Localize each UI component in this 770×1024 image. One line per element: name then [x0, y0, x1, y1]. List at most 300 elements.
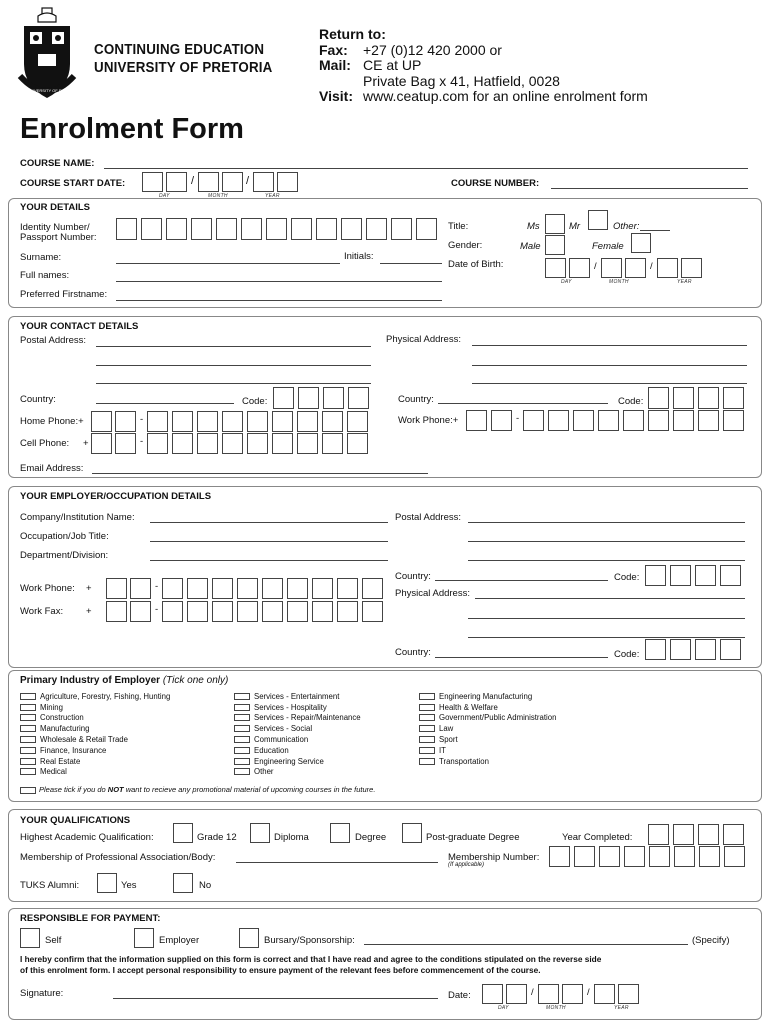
industry-option-label: Government/Public Administration [439, 713, 557, 723]
industry-checkbox[interactable] [20, 714, 36, 721]
home-phone-label: Home Phone:+ [20, 416, 84, 427]
industry-option-label: Transportation [439, 756, 489, 766]
industry-option-label: Services - Entertainment [254, 691, 340, 701]
occupation-field[interactable] [150, 541, 388, 542]
industry-option[interactable] [20, 691, 170, 702]
industry-option[interactable] [419, 691, 556, 702]
year-caption: YEAR [614, 1005, 629, 1011]
gender-label: Gender: [448, 240, 483, 251]
employer-work-fax-plus: + [86, 606, 92, 617]
confirm-text-line2: of this enrolment form. I accept personal responsibility to ensure payment of the relevant fees before commencement of the course. [20, 965, 541, 975]
employer-physical-label: Physical Address: [395, 588, 470, 599]
tuks-yes-label: Yes [121, 880, 137, 891]
year-completed-label: Year Completed: [562, 832, 633, 843]
date-slash: / [191, 175, 195, 187]
dob-day-1[interactable] [545, 258, 566, 278]
year-completed-digit-2[interactable] [673, 824, 694, 845]
membership-assoc-field[interactable] [236, 862, 438, 863]
work-phone-label: Work Phone:+ [398, 415, 459, 426]
industry-checkbox[interactable] [20, 704, 36, 711]
mail-label: Mail: [319, 57, 351, 73]
industry-option-label: Agriculture, Forestry, Fishing, Hunting [40, 691, 171, 701]
occupation-label: Occupation/Job Title: [20, 531, 109, 542]
fax-value: +27 (0)12 420 2000 or [363, 41, 502, 58]
emp-fax-digit-2[interactable] [187, 601, 208, 622]
signature-field[interactable] [113, 998, 438, 999]
dash: - [140, 414, 144, 425]
mail-value1: CE at UP [363, 57, 422, 73]
emp-physical-code-digit-4[interactable] [720, 639, 741, 660]
industry-option-label: Sport [439, 735, 458, 745]
emp-phone-digit-3[interactable] [212, 578, 233, 599]
dob-month-1[interactable] [601, 258, 622, 278]
id-number-digit-5[interactable] [216, 218, 237, 240]
membership-number-digit-8[interactable] [724, 846, 745, 867]
diploma-label: Diploma [274, 832, 309, 843]
employer-physical-line3[interactable] [468, 637, 745, 638]
home-phone-digit-6[interactable] [272, 411, 293, 432]
emp-physical-code-digit-2[interactable] [670, 639, 691, 660]
org-name-line1: CONTINUING EDUCATION [94, 42, 265, 58]
full-names-field[interactable] [116, 281, 442, 282]
start-month-digit-1[interactable] [198, 172, 219, 192]
gender-female-label: Female [592, 241, 624, 252]
industry-option-label: Other [254, 767, 274, 777]
month-caption: MONTH [208, 193, 228, 199]
highest-qualification-label: Highest Academic Qualification: [20, 832, 154, 843]
org-name-line2: UNIVERSITY OF PRETORIA [94, 60, 273, 76]
membership-number-digit-6[interactable] [674, 846, 695, 867]
home-phone-country-1[interactable] [91, 411, 112, 432]
date-slash: / [650, 261, 653, 272]
id-number-digit-7[interactable] [266, 218, 287, 240]
work-phone-digit-6[interactable] [648, 410, 669, 431]
industry-heading: Primary Industry of Employer [20, 675, 161, 686]
postal-address-line2[interactable] [96, 365, 371, 366]
id-number-digit-12[interactable] [391, 218, 412, 240]
home-phone-digit-4[interactable] [222, 411, 243, 432]
emp-phone-digit-2[interactable] [187, 578, 208, 599]
industry-option-label: Law [439, 724, 454, 734]
visit-value: www.ceatup.com for an online enrolment form [363, 88, 648, 104]
industry-checkbox[interactable] [419, 693, 435, 700]
work-phone-country-1[interactable] [466, 410, 487, 431]
emp-phone-digit-1[interactable] [162, 578, 183, 599]
tuks-alumni-label: TUKS Alumni: [20, 880, 80, 891]
emp-fax-digit-9[interactable] [362, 601, 383, 622]
work-phone-digit-1[interactable] [523, 410, 544, 431]
preferred-firstname-field[interactable] [116, 300, 442, 301]
membership-number-digit-1[interactable] [549, 846, 570, 867]
start-year-digit-1[interactable] [253, 172, 274, 192]
gender-male-checkbox[interactable] [545, 235, 565, 255]
industry-checkbox[interactable] [419, 736, 435, 743]
physical-address-line3[interactable] [472, 383, 747, 384]
id-number-digit-6[interactable] [241, 218, 262, 240]
cell-phone-digit-8[interactable] [322, 433, 343, 454]
industry-option[interactable] [20, 713, 170, 724]
emp-phone-digit-4[interactable] [237, 578, 258, 599]
industry-option[interactable] [419, 745, 556, 756]
date-slash: / [594, 261, 597, 272]
id-number-digit-10[interactable] [341, 218, 362, 240]
industry-checkbox[interactable] [20, 747, 36, 754]
day-caption: DAY [561, 279, 572, 285]
cell-phone-digit-1[interactable] [147, 433, 168, 454]
emp-fax-digit-7[interactable] [312, 601, 333, 622]
work-phone-digit-5[interactable] [623, 410, 644, 431]
industry-option-label: Communication [254, 735, 309, 745]
physical-code-digit-3[interactable] [698, 387, 719, 409]
industry-option-label: Engineering Manufacturing [439, 691, 533, 701]
employer-postal-line3[interactable] [468, 560, 745, 561]
industry-option[interactable] [20, 745, 170, 756]
postgrad-label: Post-graduate Degree [426, 832, 520, 843]
emp-fax-digit-4[interactable] [237, 601, 258, 622]
work-phone-digit-7[interactable] [673, 410, 694, 431]
physical-country-label: Country: [398, 394, 434, 405]
postal-code-digit-3[interactable] [323, 387, 344, 409]
postal-code-digit-1[interactable] [273, 387, 294, 409]
surname-field[interactable] [116, 263, 340, 264]
dob-year-1[interactable] [657, 258, 678, 278]
industry-checkbox[interactable] [20, 736, 36, 743]
start-day-digit-2[interactable] [166, 172, 187, 192]
dob-year-2[interactable] [681, 258, 702, 278]
payment-self-checkbox[interactable] [20, 928, 40, 948]
payment-heading: RESPONSIBLE FOR PAYMENT: [20, 913, 161, 924]
initials-field[interactable] [380, 263, 442, 264]
payment-employer-checkbox[interactable] [134, 928, 154, 948]
employer-postal-line2[interactable] [468, 541, 745, 542]
industry-checkbox[interactable] [234, 758, 250, 765]
degree-label: Degree [355, 832, 387, 843]
industry-option[interactable] [419, 713, 556, 724]
industry-option[interactable] [234, 767, 361, 778]
employer-postal-line1[interactable] [468, 522, 745, 523]
postal-code-digit-4[interactable] [348, 387, 369, 409]
month-caption: MONTH [609, 279, 629, 285]
industry-checkbox[interactable] [419, 704, 435, 711]
industry-option[interactable] [419, 756, 556, 767]
industry-checkbox[interactable] [234, 704, 250, 711]
employer-physical-line1[interactable] [475, 598, 745, 599]
industry-checkbox[interactable] [419, 747, 435, 754]
industry-option-label: Engineering Service [254, 756, 324, 766]
emp-fax-digit-3[interactable] [212, 601, 233, 622]
emp-postal-code-digit-3[interactable] [695, 565, 716, 586]
year-completed-digit-4[interactable] [723, 824, 744, 845]
sign-date-day-2[interactable] [506, 984, 527, 1004]
payment-bursary-checkbox[interactable] [239, 928, 259, 948]
preferred-firstname-label: Preferred Firstname: [20, 289, 108, 300]
work-phone-digit-3[interactable] [573, 410, 594, 431]
industry-option-label: Mining [40, 702, 63, 712]
year-caption: YEAR [677, 279, 692, 285]
id-number-digit-8[interactable] [291, 218, 312, 240]
postgrad-checkbox[interactable] [402, 823, 422, 843]
payment-employer-label: Employer [159, 935, 200, 946]
home-phone-digit-2[interactable] [172, 411, 193, 432]
emp-physical-code-digit-1[interactable] [645, 639, 666, 660]
home-phone-digit-7[interactable] [297, 411, 318, 432]
industry-checkbox[interactable] [20, 725, 36, 732]
industry-checkbox[interactable] [234, 747, 250, 754]
full-names-label: Full names: [20, 270, 70, 281]
industry-option[interactable] [20, 723, 170, 734]
emp-postal-code-digit-2[interactable] [670, 565, 691, 586]
emp-fax-digit-6[interactable] [287, 601, 308, 622]
employer-physical-line2[interactable] [468, 618, 745, 619]
tuks-no-checkbox[interactable] [173, 873, 193, 893]
email-label: Email Address: [20, 463, 84, 474]
if-applicable-note: (If applicable) [448, 862, 485, 868]
emp-postal-code-digit-4[interactable] [720, 565, 741, 586]
industry-option[interactable] [20, 767, 170, 778]
id-number-digit-4[interactable] [191, 218, 212, 240]
home-phone-country-2[interactable] [115, 411, 136, 432]
industry-option[interactable] [20, 756, 170, 767]
membership-number-digit-2[interactable] [574, 846, 595, 867]
year-completed-digit-3[interactable] [698, 824, 719, 845]
industry-option[interactable] [234, 702, 361, 713]
id-number-digit-9[interactable] [316, 218, 337, 240]
emp-phone-digit-8[interactable] [337, 578, 358, 599]
title-label: Title: [448, 221, 469, 232]
emp-physical-code-digit-3[interactable] [695, 639, 716, 660]
industry-checkbox[interactable] [234, 693, 250, 700]
gender-male-label: Male [520, 241, 541, 252]
cell-phone-country-2[interactable] [115, 433, 136, 454]
industry-option[interactable] [234, 756, 361, 767]
work-phone-digit-9[interactable] [723, 410, 744, 431]
id-number-digit-13[interactable] [416, 218, 437, 240]
emp-phone-digit-5[interactable] [262, 578, 283, 599]
qualifications-heading: YOUR QUALIFICATIONS [20, 815, 131, 826]
postal-address-line1[interactable] [96, 346, 371, 347]
membership-number-digit-7[interactable] [699, 846, 720, 867]
industry-hint: (Tick one only) [162, 675, 229, 686]
membership-number-digit-3[interactable] [599, 846, 620, 867]
dob-month-2[interactable] [625, 258, 646, 278]
cell-phone-digit-9[interactable] [347, 433, 368, 454]
industry-option[interactable] [419, 702, 556, 713]
department-field[interactable] [150, 560, 388, 561]
industry-option-label: Services - Hospitality [254, 702, 327, 712]
id-number-digit-3[interactable] [166, 218, 187, 240]
postal-address-line3[interactable] [96, 383, 371, 384]
industry-option[interactable] [234, 734, 361, 745]
cell-phone-country-1[interactable] [91, 433, 112, 454]
dob-day-2[interactable] [569, 258, 590, 278]
industry-option-label: Medical [40, 767, 67, 777]
industry-option[interactable] [234, 723, 361, 734]
cell-phone-label: Cell Phone: [20, 438, 70, 449]
physical-address-line1[interactable] [472, 345, 747, 346]
industry-option[interactable] [419, 734, 556, 745]
sign-date-label: Date: [448, 990, 471, 1001]
industry-option-label: Wholesale & Retail Trade [40, 735, 128, 745]
emp-fax-digit-8[interactable] [337, 601, 358, 622]
industry-checkbox[interactable] [234, 714, 250, 721]
physical-code-digit-2[interactable] [673, 387, 694, 409]
payment-bursary-label: Bursary/Sponsorship: [264, 935, 355, 946]
cell-phone-digit-2[interactable] [172, 433, 193, 454]
diploma-checkbox[interactable] [250, 823, 270, 843]
industry-checkbox[interactable] [234, 725, 250, 732]
work-phone-country-2[interactable] [491, 410, 512, 431]
postal-country-label: Country: [20, 394, 56, 405]
sign-date-month-1[interactable] [538, 984, 559, 1004]
postal-country-field[interactable] [96, 403, 234, 404]
dash: - [155, 604, 159, 615]
course-name-field[interactable] [104, 168, 748, 169]
promo-optout-checkbox[interactable] [20, 787, 36, 794]
course-name-label: COURSE NAME: [20, 158, 95, 169]
industry-option[interactable] [20, 702, 170, 713]
industry-checkbox[interactable] [20, 768, 36, 775]
section-payment [8, 908, 762, 1020]
course-start-date-label: COURSE START DATE: [20, 178, 126, 189]
postal-address-label: Postal Address: [20, 335, 87, 346]
dash: - [516, 413, 520, 424]
work-phone-digit-4[interactable] [598, 410, 619, 431]
payment-self-label: Self [45, 935, 62, 946]
emp-fax-country-1[interactable] [106, 601, 127, 622]
industry-option[interactable] [419, 723, 556, 734]
date-slash: / [587, 987, 590, 998]
emp-phone-country-1[interactable] [106, 578, 127, 599]
course-number-field[interactable] [551, 188, 748, 189]
sign-date-day-1[interactable] [482, 984, 503, 1004]
home-phone-digit-9[interactable] [347, 411, 368, 432]
industry-option[interactable] [234, 691, 361, 702]
sign-date-year-1[interactable] [594, 984, 615, 1004]
industry-option[interactable] [234, 713, 361, 724]
emp-phone-digit-9[interactable] [362, 578, 383, 599]
day-caption: DAY [159, 193, 170, 199]
work-phone-digit-2[interactable] [548, 410, 569, 431]
home-phone-digit-8[interactable] [322, 411, 343, 432]
industry-checkbox[interactable] [419, 725, 435, 732]
cell-phone-digit-5[interactable] [247, 433, 268, 454]
emp-fax-digit-1[interactable] [162, 601, 183, 622]
title-other-field[interactable] [640, 230, 670, 231]
cell-phone-digit-6[interactable] [272, 433, 293, 454]
employer-physical-country-label: Country: [395, 647, 431, 658]
id-number-digit-11[interactable] [366, 218, 387, 240]
emp-phone-digit-6[interactable] [287, 578, 308, 599]
membership-number-digit-5[interactable] [649, 846, 670, 867]
emp-phone-digit-7[interactable] [312, 578, 333, 599]
fax-label: Fax: [319, 41, 348, 58]
id-number-digit-1[interactable] [116, 218, 137, 240]
employer-heading: YOUR EMPLOYER/OCCUPATION DETAILS [20, 491, 212, 502]
industry-checkbox[interactable] [20, 758, 36, 765]
confirm-text-line1: I hereby confirm that the information supplied on this form is correct and that I have read and agree to the conditions stipulated on the reverse side [20, 954, 602, 964]
industry-checkbox[interactable] [20, 693, 36, 700]
section-your-details [8, 198, 762, 308]
dash: - [140, 436, 144, 447]
mail-value2: Private Bag x 41, Hatfield, 0028 [363, 72, 560, 89]
industry-option[interactable] [234, 745, 361, 756]
grade12-checkbox[interactable] [173, 823, 193, 843]
tuks-yes-checkbox[interactable] [97, 873, 117, 893]
industry-checkbox[interactable] [419, 758, 435, 765]
payment-bursary-field[interactable] [364, 944, 688, 945]
id-number-digit-2[interactable] [141, 218, 162, 240]
industry-option-label: Real Estate [40, 756, 81, 766]
work-phone-digit-8[interactable] [698, 410, 719, 431]
title-ms-checkbox[interactable] [545, 214, 565, 234]
physical-code-label: Code: [618, 396, 644, 407]
signature-label: Signature: [20, 988, 64, 999]
home-phone-digit-1[interactable] [147, 411, 168, 432]
year-completed-digit-1[interactable] [648, 824, 669, 845]
cell-phone-digit-7[interactable] [297, 433, 318, 454]
physical-code-digit-1[interactable] [648, 387, 669, 409]
start-year-digit-2[interactable] [277, 172, 298, 192]
company-field[interactable] [150, 522, 388, 523]
emp-phone-country-2[interactable] [130, 578, 151, 599]
physical-code-digit-4[interactable] [723, 387, 744, 409]
start-month-digit-2[interactable] [222, 172, 243, 192]
emp-fax-country-2[interactable] [130, 601, 151, 622]
cell-phone-digit-3[interactable] [197, 433, 218, 454]
industry-checkbox[interactable] [234, 736, 250, 743]
employer-postal-country-field[interactable] [435, 580, 608, 581]
membership-number-digit-4[interactable] [624, 846, 645, 867]
return-label: Return to: [319, 26, 386, 42]
id-label-line2: Passport Number: [20, 232, 97, 243]
return-to-block [319, 27, 648, 105]
email-field[interactable] [92, 473, 428, 474]
physical-country-field[interactable] [438, 403, 608, 404]
id-label-line1: Identity Number/ [20, 222, 90, 233]
membership-assoc-label: Membership of Professional Association/Body: [20, 852, 216, 863]
postal-code-digit-2[interactable] [298, 387, 319, 409]
industry-checkbox[interactable] [234, 768, 250, 775]
employer-physical-code-label: Code: [614, 649, 640, 660]
home-phone-digit-3[interactable] [197, 411, 218, 432]
month-caption: MONTH [546, 1005, 566, 1011]
emp-postal-code-digit-1[interactable] [645, 565, 666, 586]
sign-date-year-2[interactable] [618, 984, 639, 1004]
degree-checkbox[interactable] [330, 823, 350, 843]
title-other-label: Other: [613, 221, 640, 232]
physical-address-label: Physical Address: [386, 334, 461, 345]
emp-fax-digit-5[interactable] [262, 601, 283, 622]
cell-phone-digit-4[interactable] [222, 433, 243, 454]
employer-work-fax-label: Work Fax: [20, 606, 64, 617]
sign-date-month-2[interactable] [562, 984, 583, 1004]
employer-physical-country-field[interactable] [435, 657, 608, 658]
industry-option[interactable] [20, 734, 170, 745]
home-phone-digit-5[interactable] [247, 411, 268, 432]
industry-option-label: Health & Welfare [439, 702, 498, 712]
physical-address-line2[interactable] [472, 365, 747, 366]
title-mr-label: Mr [569, 221, 581, 232]
industry-checkbox[interactable] [419, 714, 435, 721]
date-slash: / [531, 987, 534, 998]
department-label: Department/Division: [20, 550, 109, 561]
industry-option-label: Finance, Insurance [40, 745, 107, 755]
start-day-digit-1[interactable] [142, 172, 163, 192]
industry-option-label: IT [439, 745, 446, 755]
title-mr-checkbox[interactable] [588, 210, 608, 230]
gender-female-checkbox[interactable] [631, 233, 651, 253]
year-caption: YEAR [265, 193, 280, 199]
